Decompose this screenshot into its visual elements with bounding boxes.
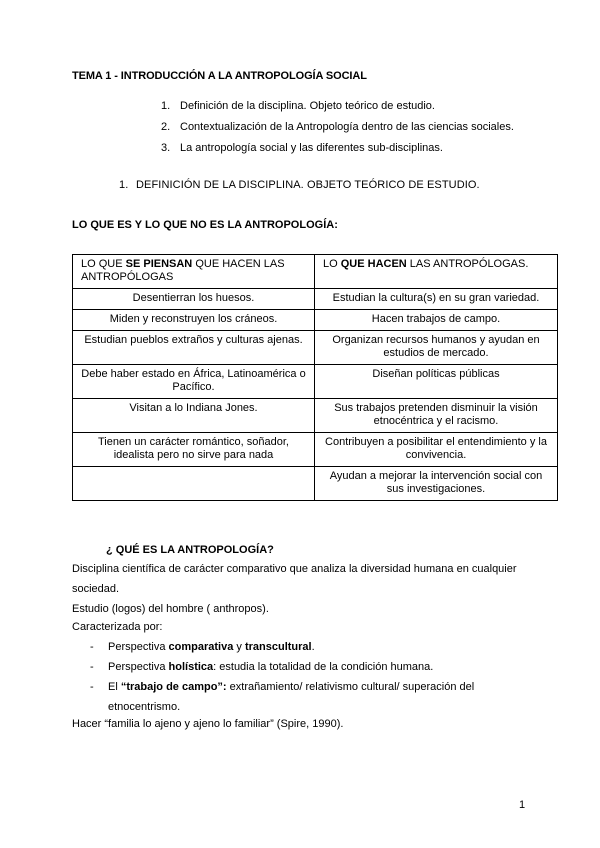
- table-cell-left: Miden y reconstruyen los cráneos.: [73, 310, 315, 331]
- bullet-dash: -: [90, 641, 94, 653]
- etymology-paragraph: Estudio (logos) del hombre ( anthropos).: [72, 603, 269, 615]
- table-cell-left: Visitan a lo Indiana Jones.: [73, 399, 315, 433]
- list-item-bold: holística: [168, 661, 214, 673]
- table-cell-right: Estudian la cultura(s) en su gran variedad.: [315, 289, 558, 310]
- toc-item: [161, 99, 514, 120]
- table-row: [73, 331, 558, 365]
- list-item-text: : estudia la totalidad de la condición humana.: [213, 661, 434, 673]
- table-row: [73, 399, 558, 433]
- table-cell-right: Contribuyen a posibilitar el entendimiento y la convivencia.: [315, 433, 558, 467]
- table-cell-right: Diseñan políticas públicas: [315, 365, 558, 399]
- toc-text: Contextualización de la Antropología dentro de las ciencias sociales.: [180, 121, 514, 133]
- list-item-text: Perspectiva: [108, 641, 169, 653]
- table-row: [73, 433, 558, 467]
- characteristics-list: [72, 637, 532, 717]
- table-cell-right: Hacen trabajos de campo.: [315, 310, 558, 331]
- header-cell-left: [73, 255, 315, 289]
- subsection-heading: LO QUE ES Y LO QUE NO ES LA ANTROPOLOGÍA:: [72, 219, 338, 231]
- header-text: QUE HACEN LAS ANTROPÓLOGAS: [81, 258, 285, 283]
- table-cell-left: Tienen un carácter romántico, soñador, idealista pero no sirve para nada: [73, 433, 315, 467]
- toc-item: [161, 141, 514, 162]
- list-item: [72, 677, 532, 717]
- section-heading: [119, 179, 480, 191]
- bullet-dash: -: [90, 681, 94, 693]
- section-number: 1.: [119, 179, 129, 191]
- table-row: [73, 467, 558, 501]
- toc-item: [161, 120, 514, 141]
- table-cell-left: Estudian pueblos extraños y culturas ajenas.: [73, 331, 315, 365]
- header-cell-right: [315, 255, 558, 289]
- list-item: [72, 637, 532, 657]
- toc-text: Definición de la disciplina. Objeto teórico de estudio.: [180, 100, 435, 112]
- table-cell-left: Desentierran los huesos.: [73, 289, 315, 310]
- toc-number: 2.: [161, 121, 171, 133]
- list-item-text: y: [233, 641, 245, 653]
- header-text: LO: [323, 258, 341, 270]
- section-title: DEFINICIÓN DE LA DISCIPLINA. OBJETO TEÓRICO DE ESTUDIO.: [136, 179, 480, 191]
- toc-number: 1.: [161, 100, 171, 112]
- section-heading-what-is: ¿ QUÉ ES LA ANTROPOLOGÍA?: [106, 544, 274, 556]
- list-item-text: extrañamiento/ relativismo cultural/ superación del etnocentrismo.: [108, 681, 475, 713]
- header-text: LAS ANTROPÓLOGAS.: [406, 258, 529, 270]
- header-bold-text: QUE HACEN: [340, 258, 407, 270]
- table-cell-left: [73, 467, 315, 501]
- header-bold-text: SE PIENSAN: [125, 258, 193, 270]
- list-item-text: .: [311, 641, 315, 653]
- list-item-bold: “trabajo de campo”:: [120, 681, 227, 693]
- header-text: LO QUE: [81, 258, 126, 270]
- list-item-text: Perspectiva: [108, 661, 169, 673]
- table-cell-right: Sus trabajos pretenden disminuir la visión etnocéntrica y el racismo.: [315, 399, 558, 433]
- comparison-table: [72, 254, 558, 501]
- table-cell-left: Debe haber estado en África, Latinoamérica o Pacífico.: [73, 365, 315, 399]
- toc-text: La antropología social y las diferentes sub-disciplinas.: [180, 142, 443, 154]
- table-row: [73, 289, 558, 310]
- document-title: TEMA 1 - INTRODUCCIÓN A LA ANTROPOLOGÍA SOCIAL: [72, 70, 367, 82]
- list-item-text: El: [108, 681, 121, 693]
- quote-paragraph: Hacer “familia lo ajeno y ajeno lo familiar” (Spire, 1990).: [72, 718, 344, 730]
- table-cell-right: Ayudan a mejorar la intervención social con sus investigaciones.: [315, 467, 558, 501]
- toc-number: 3.: [161, 142, 171, 154]
- table-header-row: [73, 255, 558, 289]
- table-cell-right: Organizan recursos humanos y ayudan en estudios de mercado.: [315, 331, 558, 365]
- table-row: [73, 365, 558, 399]
- bullet-dash: -: [90, 661, 94, 673]
- characterized-label: Caracterizada por:: [72, 621, 163, 633]
- table-row: [73, 310, 558, 331]
- list-item-bold: comparativa: [168, 641, 234, 653]
- page-number: 1: [519, 799, 526, 811]
- list-item-bold: transcultural: [244, 641, 312, 653]
- list-item: [72, 657, 532, 677]
- definition-paragraph: Disciplina científica de carácter comparativo que analiza la diversidad humana en cualquier sociedad.: [72, 563, 517, 595]
- table-of-contents: [161, 99, 514, 162]
